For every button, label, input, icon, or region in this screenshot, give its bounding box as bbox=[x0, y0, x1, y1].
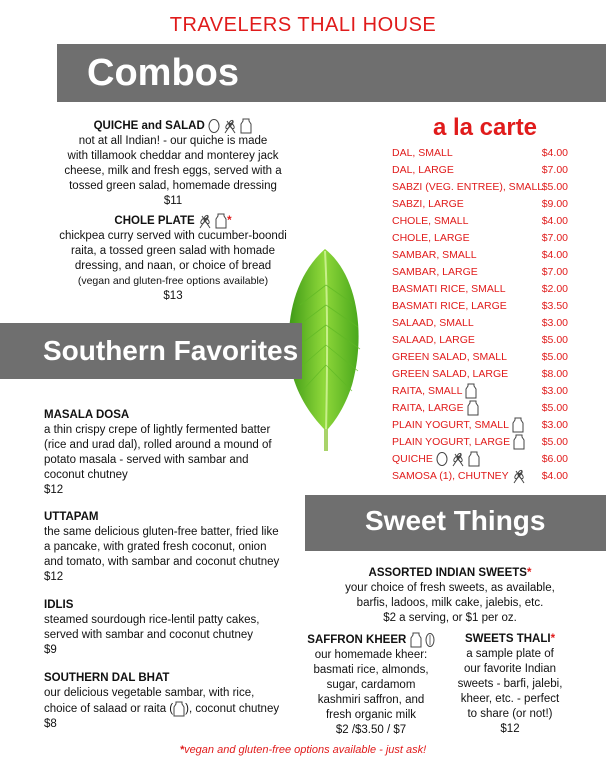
alacarte-item-price: $4.00 bbox=[541, 470, 568, 482]
alacarte-item-price: $3.00 bbox=[541, 419, 568, 431]
sweets-thali-name: SWEETS THALI bbox=[464, 633, 551, 645]
alacarte-item-name: GREEN SALAD, LARGE bbox=[392, 368, 509, 380]
dal-bhat-desc-2b: ), coconut chutney bbox=[185, 703, 280, 716]
chole-desc-1: chickpea curry served with cucumber-boondi bbox=[59, 230, 287, 243]
alacarte-item bbox=[392, 383, 568, 400]
chole-price: $13 bbox=[163, 290, 183, 303]
chole-combo-name: CHOLE PLATE bbox=[114, 215, 195, 228]
sweets-thali bbox=[448, 632, 572, 737]
assorted-sweets bbox=[305, 566, 595, 626]
alacarte-item bbox=[392, 298, 568, 315]
quiche-price: $11 bbox=[163, 195, 183, 208]
dal-bhat-desc-2a: choice of salaad or raita ( bbox=[44, 703, 174, 716]
alacarte-item bbox=[392, 162, 568, 179]
quiche-desc-3: cheese, milk and fresh eggs, served with a bbox=[64, 165, 282, 178]
footer-note bbox=[0, 744, 606, 756]
saffron-desc-1: our homemade kheer: bbox=[314, 649, 428, 662]
alacarte-item bbox=[392, 417, 568, 434]
thali-desc-1: a sample plate of bbox=[466, 648, 554, 660]
saffron-desc-5: fresh organic milk bbox=[325, 709, 417, 722]
sweet-banner bbox=[305, 495, 606, 551]
quiche-combo bbox=[44, 118, 302, 209]
masala-dosa-name: MASALA DOSA bbox=[44, 409, 130, 421]
masala-dosa bbox=[44, 408, 300, 498]
assorted-desc-2: barfis, ladoos, milk cake, jalebis, etc. bbox=[356, 597, 544, 609]
thali-star: * bbox=[550, 633, 556, 645]
assorted-sweets-name: ASSORTED INDIAN SWEETS bbox=[368, 567, 527, 579]
quiche-combo-name: QUICHE and SALAD bbox=[93, 120, 205, 133]
alacarte-item-name: GREEN SALAD, SMALL bbox=[392, 351, 507, 363]
wheat-icon bbox=[451, 451, 465, 467]
southern-banner bbox=[0, 323, 302, 379]
alacarte-item-price: $4.00 bbox=[541, 249, 568, 261]
alacarte-item-price: $3.00 bbox=[541, 317, 568, 329]
masala-desc-3: potato masala - served with sambar and bbox=[44, 454, 249, 466]
uttapam-desc-1: the same delicious gluten-free batter, fried like bbox=[44, 526, 279, 538]
masala-desc-1: a thin crispy crepe of lightly fermented batter bbox=[44, 424, 271, 436]
assorted-desc-3: $2 a serving, or $1 per oz. bbox=[383, 612, 517, 624]
alacarte-item-price: $4.00 bbox=[541, 147, 568, 159]
alacarte-item-name: RAITA, SMALL bbox=[392, 385, 463, 397]
idlis-name: IDLIS bbox=[44, 599, 74, 611]
footer-text: vegan and gluten-free options available - just ask! bbox=[184, 744, 427, 756]
milk-icon bbox=[465, 383, 477, 399]
alacarte-item bbox=[392, 196, 568, 213]
southern-heading: Southern Favorites bbox=[43, 335, 299, 366]
footer-star: * bbox=[179, 744, 185, 756]
alacarte-item bbox=[392, 145, 568, 162]
dal-bhat-desc-1: our delicious vegetable sambar, with rice, bbox=[44, 687, 255, 699]
alacarte-item-price: $5.00 bbox=[541, 436, 568, 448]
thali-desc-4: kheer, etc. - perfect bbox=[460, 693, 560, 705]
dal-bhat-price: $8 bbox=[44, 718, 57, 731]
alacarte-item-name: BASMATI RICE, SMALL bbox=[392, 283, 506, 295]
alacarte-item-price: $7.00 bbox=[541, 266, 568, 278]
alacarte-item bbox=[392, 468, 568, 485]
alacarte-item-price: $7.00 bbox=[541, 232, 568, 244]
idlis bbox=[44, 598, 300, 658]
alacarte-item-price: $8.00 bbox=[541, 368, 568, 380]
egg-icon bbox=[436, 451, 448, 467]
sweet-heading: Sweet Things bbox=[365, 505, 546, 536]
thali-price: $12 bbox=[500, 723, 520, 735]
uttapam-desc-3: and tomato, with sambar and coconut chutney bbox=[44, 556, 280, 568]
dal-bhat-name: SOUTHERN DAL BHAT bbox=[44, 672, 170, 684]
alacarte-item-price: $7.00 bbox=[541, 164, 568, 176]
quiche-desc-1: not at all Indian! - our quiche is made bbox=[78, 135, 268, 148]
milk-icon bbox=[240, 118, 252, 134]
assorted-star: * bbox=[526, 567, 532, 579]
masala-price: $12 bbox=[44, 484, 64, 496]
alacarte-item bbox=[392, 434, 568, 451]
milk-icon bbox=[512, 417, 524, 433]
saffron-kheer bbox=[303, 632, 439, 738]
alacarte-item-name: PLAIN YOGURT, SMALL bbox=[392, 419, 509, 431]
wheat-icon bbox=[198, 213, 212, 229]
alacarte-item-name: SAMBAR, SMALL bbox=[392, 249, 477, 261]
alacarte-item bbox=[392, 332, 568, 349]
quiche-desc-4: tossed green salad, homemade dressing bbox=[69, 180, 277, 193]
uttapam-price: $12 bbox=[44, 571, 64, 583]
idlis-desc-2: served with sambar and coconut chutney bbox=[44, 629, 254, 641]
thali-desc-3: sweets - barfi, jalebi, bbox=[457, 678, 563, 690]
alacarte-item-price: $2.00 bbox=[541, 283, 568, 295]
alacarte-item-name: BASMATI RICE, LARGE bbox=[392, 300, 507, 312]
alacarte-item-name: PLAIN YOGURT, LARGE bbox=[392, 436, 511, 448]
chole-desc-4: (vegan and gluten-free options available) bbox=[77, 275, 269, 288]
milk-icon bbox=[215, 213, 227, 229]
alacarte-item-name: SAMOSA (1), CHUTNEY bbox=[392, 470, 509, 482]
alacarte-item bbox=[392, 400, 568, 417]
alacarte-item-price: $3.00 bbox=[541, 385, 568, 397]
dal-bhat bbox=[44, 671, 300, 732]
saffron-desc-2: basmati rice, almonds, bbox=[313, 664, 429, 677]
nut-icon bbox=[425, 632, 435, 648]
alacarte-item-name: QUICHE bbox=[392, 453, 433, 465]
alacarte-item-name: SALAAD, SMALL bbox=[392, 317, 474, 329]
alacarte-item-price: $5.00 bbox=[541, 181, 568, 193]
idlis-desc-1: steamed sourdough rice-lentil patty cakes, bbox=[44, 614, 260, 626]
alacarte-item bbox=[392, 179, 568, 196]
wheat-icon bbox=[512, 468, 526, 484]
assorted-desc-1: your choice of fresh sweets, as available, bbox=[345, 582, 555, 594]
milk-icon bbox=[513, 434, 525, 450]
saffron-desc-4: kashmiri saffron, and bbox=[317, 694, 425, 707]
saffron-price: $2 /$3.50 / $7 bbox=[335, 724, 407, 737]
milk-icon bbox=[410, 632, 422, 648]
thali-desc-5: to share (or not!) bbox=[467, 708, 553, 720]
alacarte-item-name: SALAAD, LARGE bbox=[392, 334, 475, 346]
alacarte-item-price: $5.00 bbox=[541, 402, 568, 414]
quiche-desc-2: with tillamook cheddar and monterey jack bbox=[67, 150, 279, 163]
uttapam-desc-2: a pancake, with grated fresh coconut, onion bbox=[44, 541, 267, 553]
restaurant-title: TRAVELERS THALI HOUSE bbox=[169, 14, 437, 36]
alacarte-item-price: $9.00 bbox=[541, 198, 568, 210]
alacarte-item-price: $4.00 bbox=[541, 215, 568, 227]
alacarte-item-name: SABZI, LARGE bbox=[392, 198, 464, 210]
alacarte-item-name: DAL, SMALL bbox=[392, 147, 453, 159]
wheat-icon bbox=[223, 118, 237, 134]
milk-icon bbox=[173, 701, 185, 717]
alacarte-heading: a la carte bbox=[432, 114, 538, 141]
chole-star: * bbox=[227, 215, 232, 228]
alacarte-item-name: SABZI (VEG. ENTREE), SMALL bbox=[392, 181, 544, 193]
thali-desc-2: our favorite Indian bbox=[463, 663, 557, 675]
alacarte-item bbox=[392, 349, 568, 366]
alacarte-item bbox=[392, 281, 568, 298]
alacarte-item-name: CHOLE, LARGE bbox=[392, 232, 470, 244]
alacarte-item-price: $6.00 bbox=[541, 453, 568, 465]
masala-desc-2: (rice and urad dal), rolled around a mound of bbox=[44, 439, 272, 451]
masala-desc-4: coconut chutney bbox=[44, 469, 128, 481]
saffron-kheer-name: SAFFRON KHEER bbox=[307, 634, 407, 647]
uttapam-name: UTTAPAM bbox=[44, 511, 99, 523]
chole-desc-2: raita, a tossed green salad with homade bbox=[71, 245, 275, 258]
alacarte-item-name: RAITA, LARGE bbox=[392, 402, 464, 414]
alacarte-item-name: CHOLE, SMALL bbox=[392, 215, 469, 227]
alacarte-item-name: SAMBAR, LARGE bbox=[392, 266, 478, 278]
idlis-price: $9 bbox=[44, 644, 57, 656]
alacarte-item bbox=[392, 247, 568, 264]
alacarte-item bbox=[392, 315, 568, 332]
saffron-desc-3: sugar, cardamom bbox=[326, 679, 416, 692]
egg-icon bbox=[208, 118, 220, 134]
milk-icon bbox=[468, 451, 480, 467]
combos-heading: Combos bbox=[87, 52, 239, 94]
alacarte-item bbox=[392, 213, 568, 230]
alacarte-item-price: $3.50 bbox=[541, 300, 568, 312]
alacarte-item-name: DAL, LARGE bbox=[392, 164, 454, 176]
alacarte-item bbox=[392, 451, 568, 468]
chole-combo bbox=[44, 213, 302, 304]
alacarte-item bbox=[392, 264, 568, 281]
uttapam bbox=[44, 510, 300, 585]
alacarte-item bbox=[392, 366, 568, 383]
alacarte-item-price: $5.00 bbox=[541, 351, 568, 363]
milk-icon bbox=[467, 400, 479, 416]
alacarte-item bbox=[392, 230, 568, 247]
alacarte-item-price: $5.00 bbox=[541, 334, 568, 346]
combos-banner bbox=[57, 44, 606, 102]
chole-desc-3: dressing, and naan, or choice of bread bbox=[74, 260, 272, 273]
